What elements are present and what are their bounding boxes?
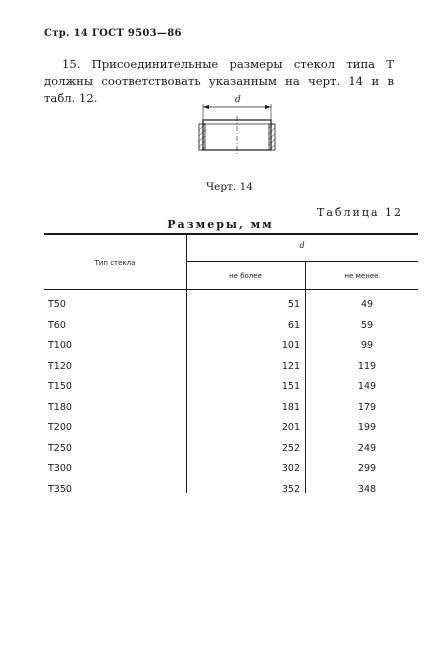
table-row (48, 440, 418, 461)
cell-max: 61 (287, 319, 300, 331)
cell-type: Т60 (48, 319, 66, 331)
cell-max: 181 (281, 401, 300, 413)
cell-type: Т350 (48, 483, 72, 495)
cell-max: 121 (281, 360, 300, 372)
cell-min: 249 (357, 442, 377, 454)
cell-min: 49 (360, 299, 374, 310)
table-row (48, 460, 418, 481)
table-row (48, 419, 418, 440)
page-header: Стр. 14 ГОСТ 9503—86 (44, 28, 182, 39)
cell-min: 119 (357, 360, 377, 372)
cell-max: 252 (281, 442, 300, 454)
glass-outline (203, 120, 271, 150)
header-type: Тип стекла (94, 259, 136, 267)
header-d: d (299, 241, 305, 250)
paragraph-text: 15. Присоединительные размеры стекол типа Т должны соответствовать указанным на черт. 14 и в табл. 12. (44, 57, 394, 105)
cell-min: 299 (357, 463, 377, 474)
figure-caption: Черт. 14 (206, 181, 253, 193)
table-subheader-rule (186, 261, 418, 262)
table-row (48, 378, 418, 399)
table-label: Таблица 12 (317, 206, 403, 219)
cell-type: Т120 (48, 360, 72, 372)
table-body (48, 296, 418, 501)
dimension-label: d (235, 95, 241, 105)
cell-min: 199 (357, 422, 377, 433)
arrow-left-icon (203, 105, 209, 109)
left-wall-section (199, 124, 205, 150)
cell-min: 59 (360, 319, 374, 331)
cell-max: 352 (281, 483, 300, 495)
cell-type: Т250 (48, 442, 72, 454)
arrow-right-icon (265, 105, 271, 109)
cell-type: Т180 (48, 401, 72, 413)
cell-min: 348 (357, 483, 377, 495)
cell-min: 99 (360, 340, 374, 351)
right-wall-section (269, 124, 275, 150)
header-min: не менее (344, 272, 379, 280)
cell-type: Т100 (48, 340, 72, 351)
table-row (48, 399, 418, 420)
cell-type: Т150 (48, 381, 72, 392)
glass-drawing (188, 90, 288, 160)
table-header-bottom-rule (44, 289, 418, 290)
table-row (48, 337, 418, 358)
table-title: Размеры, мм (167, 218, 274, 231)
cell-min: 149 (357, 381, 377, 392)
table-row (48, 317, 418, 338)
cell-max: 51 (287, 299, 300, 310)
header-max: не более (229, 272, 262, 280)
table-top-rule (44, 233, 418, 235)
table-row (48, 481, 418, 502)
cell-min: 179 (357, 401, 377, 413)
cell-max: 151 (281, 381, 300, 392)
table-row (48, 296, 418, 317)
cell-max: 201 (281, 422, 300, 433)
table-row (48, 358, 418, 379)
cell-type: Т300 (48, 463, 72, 474)
cell-type: Т50 (48, 299, 66, 310)
cell-type: Т200 (48, 422, 72, 433)
cell-max: 302 (281, 463, 300, 474)
cell-max: 101 (281, 340, 300, 351)
